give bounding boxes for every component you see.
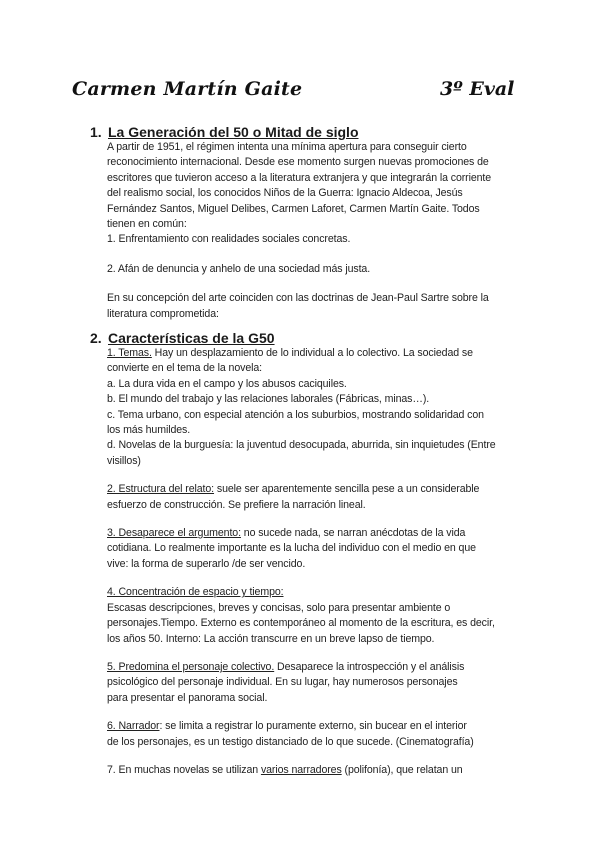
characteristic-polifonia — [107, 763, 530, 778]
section-2 — [90, 330, 530, 778]
paragraph-line: convierte en el tema de la novela: — [107, 362, 263, 375]
characteristic-estructura — [107, 482, 530, 497]
list-item: 1. Enfrentamiento con realidades sociales concretas. — [107, 233, 351, 246]
item-text: : se limita a registrar lo puramente externo, sin bucear en el interior — [159, 720, 467, 733]
item-label: varios narradores — [260, 763, 342, 776]
item-label: 2. Estructura del relato: — [107, 483, 215, 496]
paragraph-line: En su concepción del arte coinciden con las doctrinas de Jean-Paul Sartre sobre la — [107, 292, 489, 305]
paragraph-line: A partir de 1951, el régimen intenta una mínima apertura para conseguir cierto — [107, 141, 467, 153]
item-text: suele ser aparentemente sencilla pese a un considerable — [214, 483, 480, 496]
item-label: 5. Predomina el personaje colectivo. — [107, 660, 275, 673]
item-text: Desaparece la introspección y el análisis — [274, 660, 465, 673]
paragraph-line: psicológico del personaje individual. En su lugar, hay numerosos personajes — [107, 676, 458, 689]
paragraph-line: Escasas descripciones, breves y concisas, solo para presentar ambiente o — [107, 601, 451, 614]
characteristic-personaje — [107, 660, 530, 675]
item-label: 6. Narrador — [107, 720, 160, 733]
paragraph-line: para presentar el panorama social. — [107, 691, 268, 704]
section-body — [90, 346, 530, 778]
paragraph-line: reconocimiento internacional. Desde ese momento surgen nuevas promociones de — [107, 156, 489, 169]
paragraph-line: cotidiana. Lo realmente importante es la lucha del individuo con el medio en que — [107, 542, 476, 555]
paragraph-line: los más humildes. — [107, 424, 191, 437]
paragraph-line: de los personajes, es un testigo distanciado de lo que sucede. (Cinematografía) — [107, 735, 474, 748]
list-item: b. El mundo del trabajo y las relaciones laborales (Fábricas, minas…). — [107, 393, 430, 406]
section-body — [90, 140, 530, 322]
paragraph-line: visillos) — [107, 454, 141, 467]
item-text: (polifonía), que relatan un — [341, 763, 463, 776]
paragraph-line: Fernández Santos, Miguel Delibes, Carmen Laforet, Carmen Martín Gaite. Todos — [107, 202, 480, 215]
list-item: d. Novelas de la burguesía: la juventud desocupada, aburrida, sin inquietudes (Entre — [107, 439, 496, 452]
list-item: a. La dura vida en el campo y los abusos caciquiles. — [107, 377, 347, 390]
item-label: 4. Concentración de espacio y tiempo: — [107, 586, 284, 599]
characteristic-argumento — [107, 526, 530, 541]
paragraph-line: vive: la forma de superarlo /de ser vencido. — [107, 557, 306, 570]
author-heading: Carmen Martín Gaite — [72, 78, 303, 100]
item-text: 7. En muchas novelas se utilizan — [107, 763, 261, 776]
section-title: Características de la G50 — [108, 330, 275, 346]
section-1 — [90, 124, 530, 322]
paragraph-line: esfuerzo de construcción. Se prefiere la narración lineal. — [107, 498, 366, 511]
section-title: La Generación del 50 o Mitad de siglo — [108, 124, 359, 140]
section-number: 2. — [90, 330, 102, 346]
paragraph-line: del realismo social, los conocidos Niños de la Guerra: Ignacio Aldecoa, Jesús — [107, 187, 463, 200]
section-heading — [90, 330, 530, 346]
section-number: 1. — [90, 124, 102, 140]
characteristic-concentracion — [107, 585, 530, 600]
paragraph-line: literatura comprometida: — [107, 307, 219, 320]
item-label: 1. Temas. — [107, 347, 152, 359]
list-item: c. Tema urbano, con especial atención a los suburbios, mostrando solidaridad con — [107, 408, 484, 421]
evaluation-label: 3º Eval — [440, 78, 515, 100]
item-label: 3. Desaparece el argumento: — [107, 527, 241, 540]
paragraph-line: tienen en común: — [107, 218, 187, 231]
list-item: 2. Afán de denuncia y anhelo de una sociedad más justa. — [107, 262, 371, 275]
item-text: no sucede nada, se narran anécdotas de la vida — [240, 527, 466, 540]
paragraph-line: los años 50. Interno: La acción transcurre en un breve lapso de tiempo. — [107, 632, 435, 645]
section-heading — [90, 124, 530, 140]
characteristic-narrador — [107, 719, 530, 734]
item-text: Hay un desplazamiento de lo individual a lo colectivo. La sociedad se — [151, 347, 473, 359]
paragraph-line: personajes.Tiempo. Externo es contemporáneo al momento de la escritura, es decir, — [107, 617, 495, 630]
paragraph-line: escritores que tuvieron acceso a la literatura extranjera y que integrarán la corriente — [107, 171, 492, 184]
characteristic-temas — [107, 346, 530, 361]
